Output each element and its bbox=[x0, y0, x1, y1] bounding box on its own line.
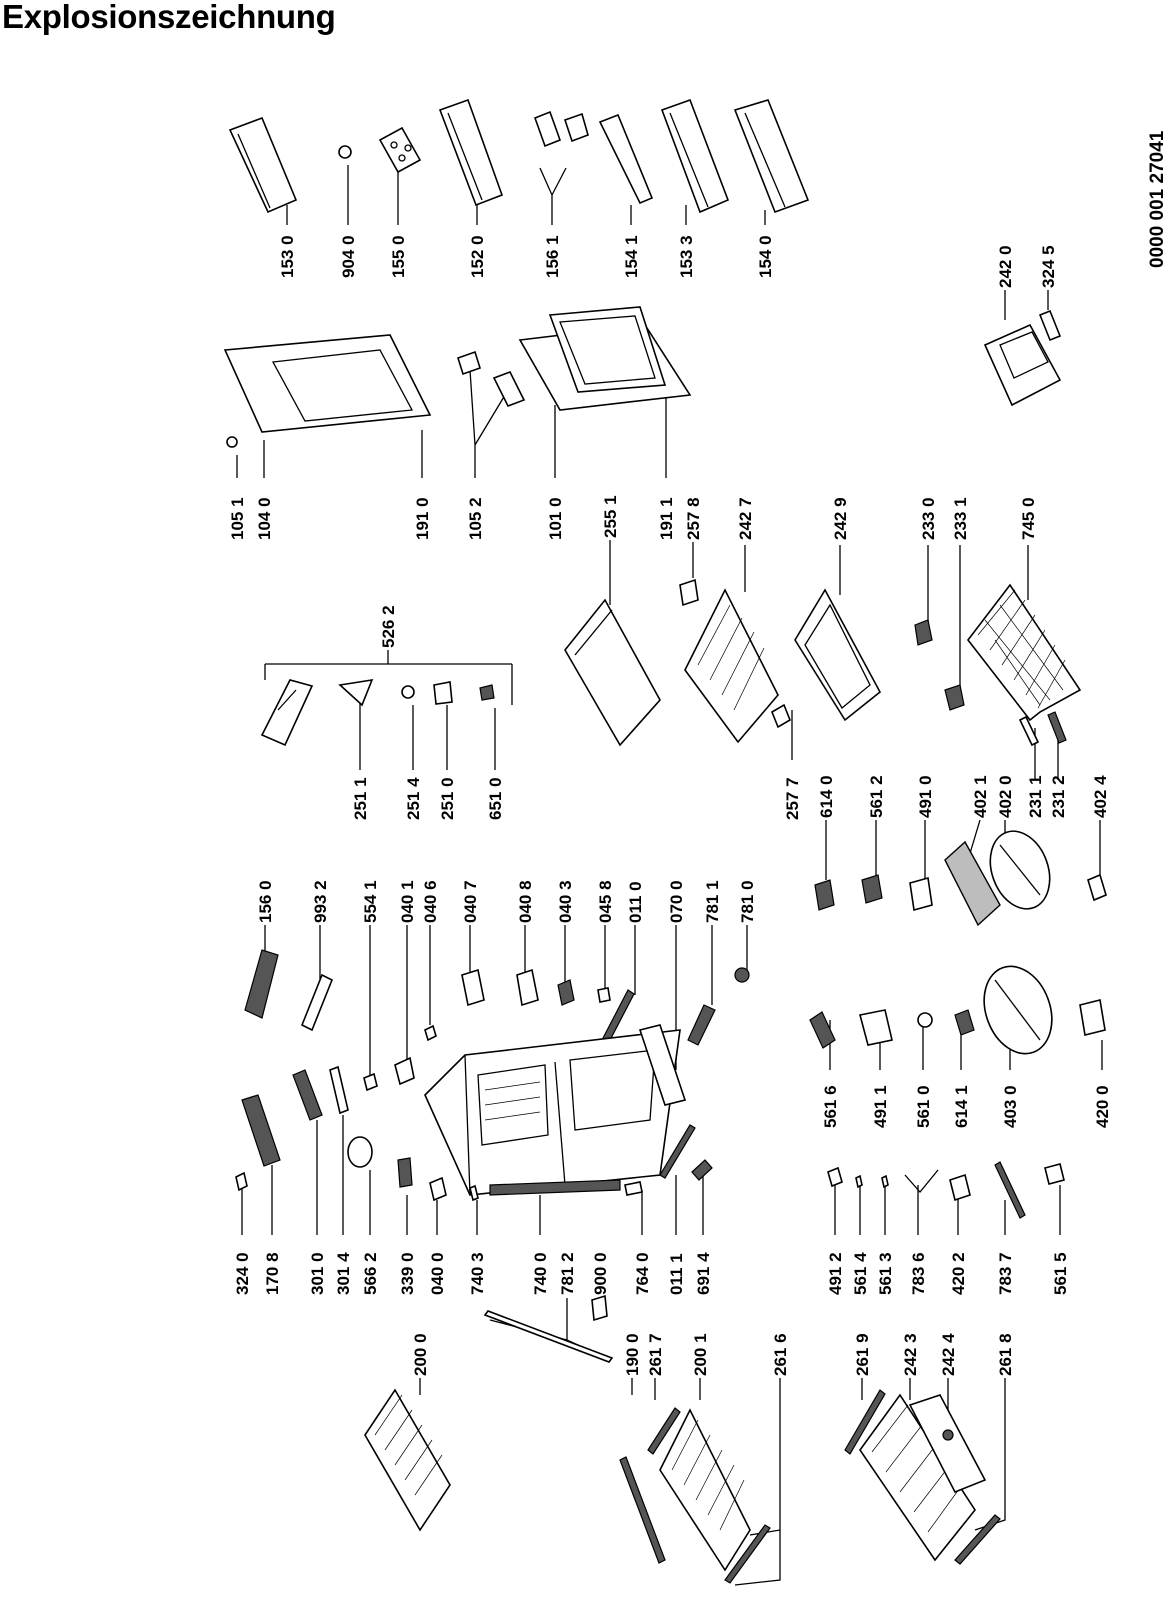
part-label: 190 0 bbox=[623, 1333, 642, 1376]
part-label: 200 1 bbox=[691, 1333, 710, 1376]
part-label: 561 3 bbox=[876, 1252, 895, 1295]
part-label: 491 1 bbox=[871, 1085, 890, 1128]
part-label: 231 2 bbox=[1049, 775, 1068, 818]
part-label: 040 1 bbox=[398, 880, 417, 923]
part-label: 154 0 bbox=[756, 235, 775, 278]
part-label: 153 3 bbox=[677, 235, 696, 278]
part-label: 251 0 bbox=[438, 777, 457, 820]
part-label: 242 0 bbox=[996, 245, 1015, 288]
part-label: 781 0 bbox=[738, 880, 757, 923]
part-label: 261 7 bbox=[646, 1333, 665, 1376]
part-label: 402 0 bbox=[996, 775, 1015, 818]
part-label: 740 3 bbox=[468, 1252, 487, 1295]
part-label: 011 1 bbox=[667, 1253, 686, 1295]
part-label: 324 5 bbox=[1039, 245, 1058, 288]
part-label: 251 4 bbox=[404, 777, 423, 820]
part-label: 152 0 bbox=[468, 235, 487, 278]
part-label: 045 8 bbox=[596, 880, 615, 923]
part-label: 420 2 bbox=[949, 1252, 968, 1295]
part-label: 104 0 bbox=[255, 497, 274, 540]
part-label: 566 2 bbox=[361, 1252, 380, 1295]
part-label: 691 4 bbox=[694, 1252, 713, 1295]
part-label: 105 1 bbox=[228, 497, 247, 540]
part-label: 040 0 bbox=[428, 1252, 447, 1295]
part-label: 740 0 bbox=[531, 1252, 550, 1295]
part-label: 561 2 bbox=[867, 775, 886, 818]
part-label: 156 1 bbox=[543, 235, 562, 278]
part-label: 420 0 bbox=[1093, 1085, 1112, 1128]
part-label: 153 0 bbox=[278, 235, 297, 278]
part-label: 561 4 bbox=[851, 1252, 870, 1295]
part-label: 251 1 bbox=[351, 777, 370, 820]
part-label: 614 0 bbox=[817, 775, 836, 818]
part-label: 781 2 bbox=[558, 1252, 577, 1295]
part-label: 233 1 bbox=[951, 497, 970, 540]
part-label: 261 6 bbox=[771, 1333, 790, 1376]
part-label: 155 0 bbox=[389, 235, 408, 278]
part-label: 261 8 bbox=[996, 1333, 1015, 1376]
part-label: 233 0 bbox=[919, 497, 938, 540]
part-label: 491 2 bbox=[826, 1252, 845, 1295]
part-label: 191 0 bbox=[413, 497, 432, 540]
page-title: Explosionszeichnung bbox=[2, 0, 336, 35]
part-label: 040 8 bbox=[516, 880, 535, 923]
part-label: 301 4 bbox=[334, 1252, 353, 1295]
part-label: 170 8 bbox=[263, 1252, 282, 1295]
part-label: 154 1 bbox=[622, 235, 641, 278]
part-label: 783 7 bbox=[996, 1252, 1015, 1295]
part-label: 156 0 bbox=[256, 880, 275, 923]
part-label: 904 0 bbox=[339, 235, 358, 278]
part-label: 324 0 bbox=[233, 1252, 252, 1295]
part-label: 781 1 bbox=[703, 880, 722, 923]
part-label: 993 2 bbox=[311, 880, 330, 923]
part-label: 491 0 bbox=[916, 775, 935, 818]
part-label: 403 0 bbox=[1001, 1085, 1020, 1128]
part-label: 105 2 bbox=[466, 497, 485, 540]
part-label: 651 0 bbox=[486, 777, 505, 820]
part-label: 257 7 bbox=[783, 777, 802, 820]
part-label: 231 1 bbox=[1026, 775, 1045, 818]
part-label: 011 0 bbox=[626, 881, 645, 923]
part-label: 764 0 bbox=[633, 1252, 652, 1295]
part-label: 614 1 bbox=[952, 1085, 971, 1128]
part-label: 255 1 bbox=[601, 495, 620, 538]
part-label: 101 0 bbox=[546, 497, 565, 540]
part-label: 191 1 bbox=[657, 497, 676, 540]
part-label: 561 0 bbox=[914, 1085, 933, 1128]
part-label: 242 9 bbox=[831, 497, 850, 540]
document-number: 0000 001 27041 bbox=[1147, 130, 1168, 268]
part-label: 261 9 bbox=[853, 1333, 872, 1376]
part-label: 040 6 bbox=[421, 880, 440, 923]
part-label: 301 0 bbox=[308, 1252, 327, 1295]
part-label: 242 7 bbox=[736, 497, 755, 540]
part-label: 200 0 bbox=[411, 1333, 430, 1376]
part-label: 402 4 bbox=[1091, 775, 1110, 818]
part-label: 526 2 bbox=[379, 605, 398, 648]
part-label: 561 6 bbox=[821, 1085, 840, 1128]
part-label: 745 0 bbox=[1019, 497, 1038, 540]
part-label: 070 0 bbox=[667, 880, 686, 923]
part-label: 339 0 bbox=[398, 1252, 417, 1295]
part-label: 402 1 bbox=[971, 775, 990, 818]
part-label: 242 4 bbox=[939, 1333, 958, 1376]
part-label: 040 3 bbox=[556, 880, 575, 923]
part-label: 242 3 bbox=[901, 1333, 920, 1376]
part-label: 554 1 bbox=[361, 880, 380, 923]
part-label: 783 6 bbox=[909, 1252, 928, 1295]
part-label: 561 5 bbox=[1051, 1252, 1070, 1295]
part-label: 257 8 bbox=[684, 497, 703, 540]
part-label: 900 0 bbox=[591, 1252, 610, 1295]
part-label: 040 7 bbox=[461, 880, 480, 923]
